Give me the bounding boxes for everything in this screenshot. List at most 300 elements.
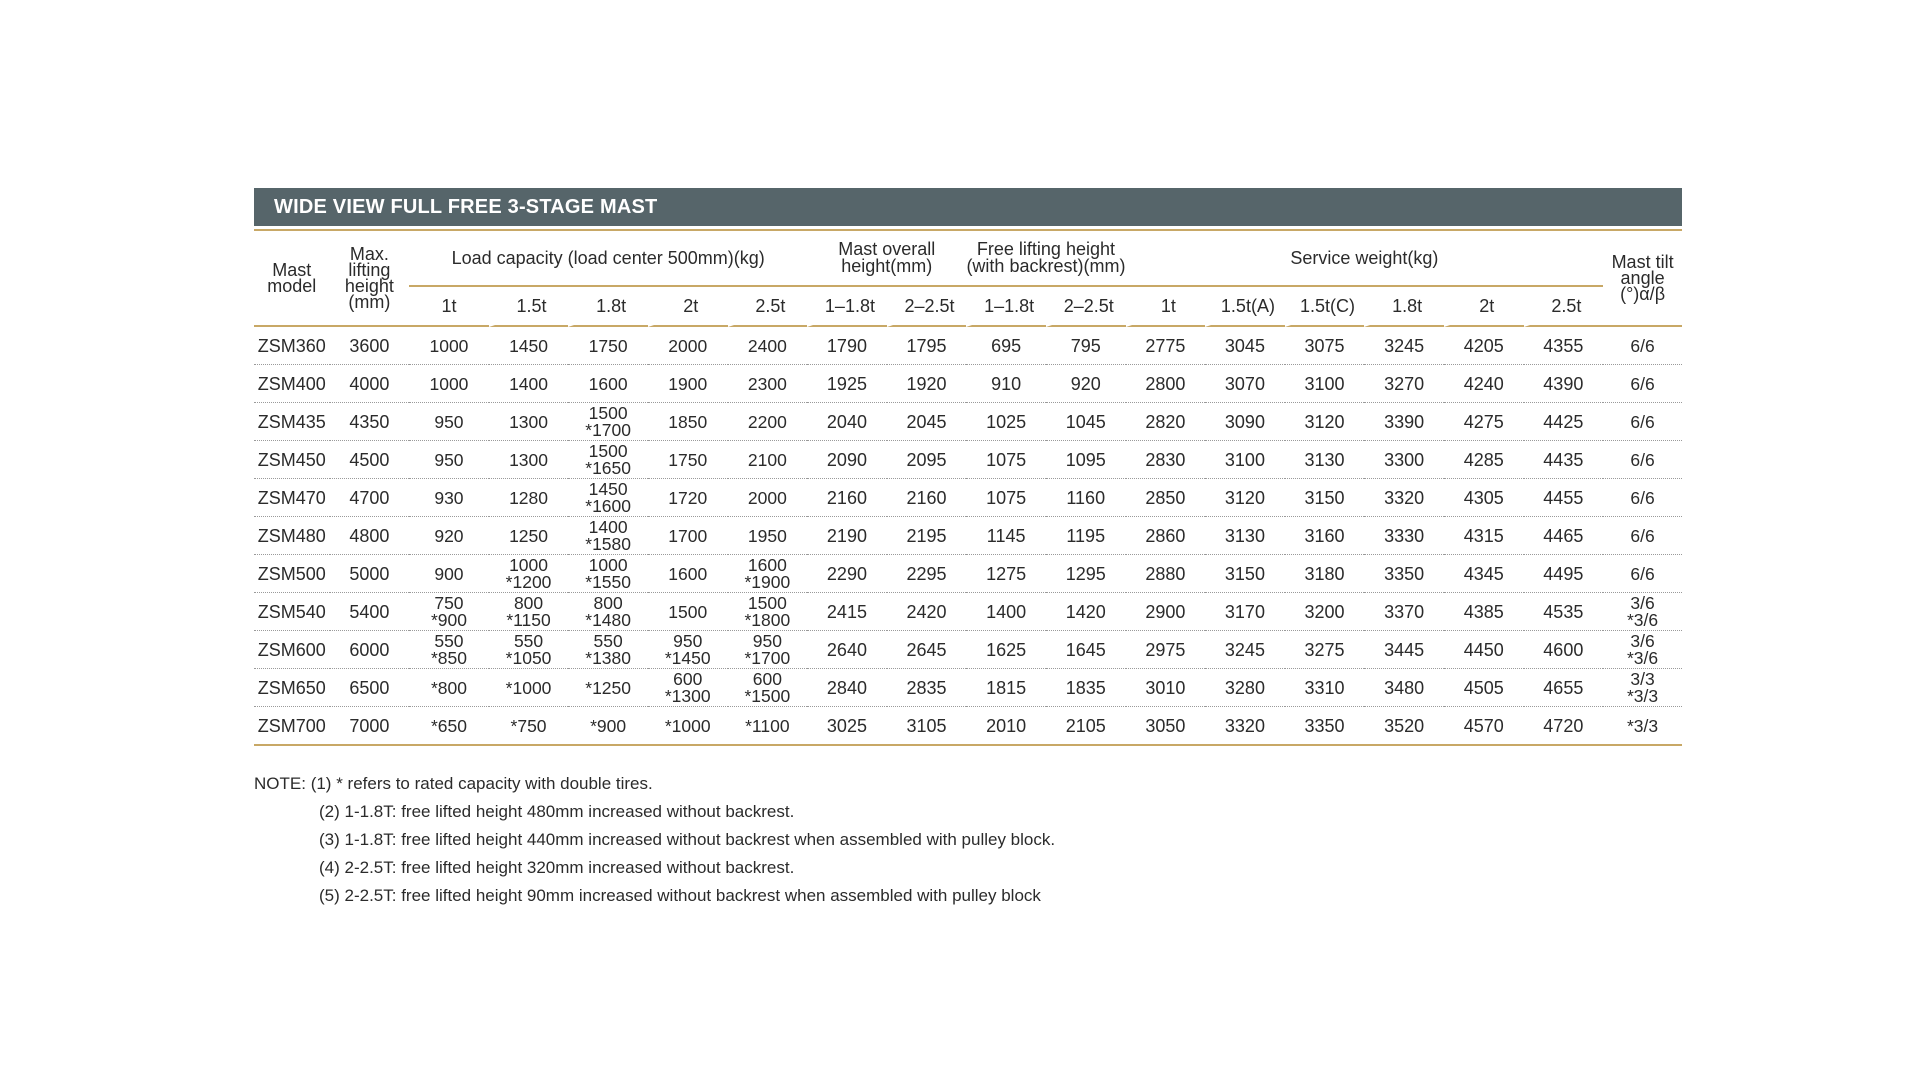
subheader-overall-2-2-5t: 2–2.5t: [887, 287, 967, 327]
header-mast-model: Mast model: [254, 229, 330, 327]
table-cell: [409, 403, 489, 441]
table-cell: 3070: [1205, 365, 1285, 403]
table-cell: 3300: [1364, 441, 1444, 479]
table-cell: [1603, 403, 1682, 441]
cell-values: [668, 449, 708, 470]
cell-value: *1550: [585, 571, 632, 592]
table-row: [254, 593, 1682, 631]
cell-value: *1250: [585, 677, 632, 698]
cell-value: *900: [430, 609, 467, 630]
table-cell: 2295: [887, 555, 967, 593]
table-cell: [409, 707, 489, 746]
cell-value: 950: [673, 630, 703, 651]
table-cell: [1603, 441, 1682, 479]
cell-values: [744, 554, 791, 592]
cell-value: 800: [513, 592, 544, 613]
note-item: (2) 1-1.8T: free lifted height 480mm increased without backrest.: [319, 802, 795, 821]
table-cell: [1603, 707, 1682, 746]
table-cell: 4345: [1444, 555, 1524, 593]
table-cell: [489, 555, 569, 593]
cell-values: [430, 630, 467, 668]
subheader-load-2-5t: 2.5t: [728, 287, 808, 327]
table-cell: 3170: [1205, 593, 1285, 631]
table-cell: 2160: [807, 479, 887, 517]
table-cell: 910: [966, 365, 1046, 403]
cell-value: 1600: [747, 554, 787, 575]
table-cell: 3245: [1364, 327, 1444, 365]
table-cell: 3445: [1364, 631, 1444, 669]
table-cell: 3480: [1364, 669, 1444, 707]
table-row: [254, 441, 1682, 479]
table-cell: 3200: [1285, 593, 1365, 631]
table-cell: 3130: [1285, 441, 1365, 479]
cell-values: [668, 487, 708, 508]
cell-values: [1630, 411, 1655, 432]
cell-values: [509, 525, 549, 546]
table-cell: 3120: [1205, 479, 1285, 517]
model-cell: ZSM435: [254, 403, 330, 441]
table-cell: 1195: [1046, 517, 1126, 555]
table-cell: 2800: [1126, 365, 1206, 403]
table-cell: 2090: [807, 441, 887, 479]
cell-value: 1850: [668, 411, 708, 432]
cell-values: [505, 630, 552, 668]
table-cell: 3075: [1285, 327, 1365, 365]
table-cell: 3150: [1285, 479, 1365, 517]
table-cell: [1603, 517, 1682, 555]
table-cell: 4435: [1524, 441, 1604, 479]
table-cell: 4385: [1444, 593, 1524, 631]
cell-value: *1480: [585, 609, 632, 630]
table-cell: 1625: [966, 631, 1046, 669]
cell-values: [668, 601, 708, 622]
cell-values: [1630, 487, 1655, 508]
note-item: (1) * refers to rated capacity with double tires.: [310, 774, 653, 793]
cell-value: 930: [434, 487, 464, 508]
note-item: (4) 2-2.5T: free lifted height 320mm increased without backrest.: [319, 858, 795, 877]
cell-values: [585, 592, 632, 630]
cell-value: 2300: [747, 373, 787, 394]
table-cell: 3320: [1205, 707, 1285, 746]
cell-value: 6/6: [1630, 487, 1655, 508]
table-row: [254, 631, 1682, 669]
table-cell: [1603, 365, 1682, 403]
cell-value: 550: [513, 630, 544, 651]
table-cell: [568, 327, 648, 365]
cell-value: 1600: [588, 373, 628, 394]
table-cell: 2820: [1126, 403, 1206, 441]
table-cell: [568, 555, 648, 593]
table-cell: [409, 593, 489, 631]
table-cell: 3310: [1285, 669, 1365, 707]
model-cell: ZSM470: [254, 479, 330, 517]
table-cell: [648, 479, 728, 517]
subheader-load-1-5t: 1.5t: [489, 287, 569, 327]
table-cell: 3180: [1285, 555, 1365, 593]
header-mast-tilt-angle: Mast tilt angle (°)α/β: [1603, 229, 1682, 327]
table-title: WIDE VIEW FULL FREE 3-STAGE MAST: [254, 188, 1682, 226]
cell-value: *750: [510, 715, 547, 736]
table-cell: 4350: [330, 403, 410, 441]
cell-values: [1630, 525, 1655, 546]
cell-values: [747, 335, 787, 356]
table-cell: [728, 403, 808, 441]
subheader-overall-1-1-8t: 1–1.8t: [807, 287, 887, 327]
cell-values: [509, 449, 549, 470]
table-cell: 3520: [1364, 707, 1444, 746]
table-cell: 2010: [966, 707, 1046, 746]
table-cell: [1603, 479, 1682, 517]
table-cell: 4505: [1444, 669, 1524, 707]
subheader-load-1t: 1t: [409, 287, 489, 327]
table-cell: 3150: [1205, 555, 1285, 593]
cell-values: [745, 715, 790, 736]
subheader-weight-1t: 1t: [1126, 287, 1206, 327]
table-cell: [648, 327, 728, 365]
cell-value: 3/6: [1630, 630, 1655, 651]
table-cell: 2880: [1126, 555, 1206, 593]
cell-value: 750: [434, 592, 464, 613]
note-item: (5) 2-2.5T: free lifted height 90mm increased without backrest when assembled with pulley block: [319, 886, 1041, 905]
table-cell: 4390: [1524, 365, 1604, 403]
table-cell: 4425: [1524, 403, 1604, 441]
cell-values: [585, 630, 632, 668]
cell-values: [747, 449, 787, 470]
cell-values: [747, 411, 787, 432]
table-cell: 1790: [807, 327, 887, 365]
table-cell: 2860: [1126, 517, 1206, 555]
table-cell: [568, 593, 648, 631]
cell-values: [585, 478, 632, 516]
cell-value: 1400: [588, 516, 628, 537]
table-cell: 3275: [1285, 631, 1365, 669]
cell-values: [509, 373, 549, 394]
table-cell: [1603, 593, 1682, 631]
cell-value: 2400: [747, 335, 787, 356]
table-cell: [1603, 555, 1682, 593]
table-cell: [728, 479, 808, 517]
table-cell: 4285: [1444, 441, 1524, 479]
cell-values: [509, 335, 549, 356]
table-cell: [1603, 631, 1682, 669]
table-cell: 3100: [1285, 365, 1365, 403]
cell-value: *1380: [585, 647, 632, 668]
table-row: [254, 669, 1682, 707]
mast-spec-table: [254, 229, 1682, 746]
table-cell: 1920: [887, 365, 967, 403]
table-cell: [648, 365, 728, 403]
table-cell: [568, 707, 648, 746]
table-cell: [648, 593, 728, 631]
cell-value: 550: [434, 630, 464, 651]
cell-value: 600: [673, 668, 703, 689]
cell-values: [668, 335, 708, 356]
cell-value: *1700: [585, 419, 632, 440]
table-cell: 4500: [330, 441, 410, 479]
subheader-load-2t: 2t: [648, 287, 728, 327]
table-cell: 4305: [1444, 479, 1524, 517]
cell-values: [1627, 668, 1659, 706]
cell-value: 1500: [668, 601, 708, 622]
table-cell: [489, 593, 569, 631]
table-cell: 4800: [330, 517, 410, 555]
model-cell: ZSM700: [254, 707, 330, 746]
cell-value: *3/6: [1627, 647, 1659, 668]
subheader-weight-2t: 2t: [1444, 287, 1524, 327]
cell-values: [1627, 630, 1659, 668]
cell-value: 550: [593, 630, 623, 651]
cell-value: 3/6: [1630, 592, 1655, 613]
table-cell: [409, 365, 489, 403]
cell-values: [747, 373, 787, 394]
table-cell: 3245: [1205, 631, 1285, 669]
cell-value: *1900: [744, 571, 791, 592]
cell-values: [1630, 373, 1655, 394]
cell-value: 1720: [668, 487, 708, 508]
table-cell: [568, 479, 648, 517]
table-cell: [728, 327, 808, 365]
cell-values: [588, 373, 628, 394]
notes-section: [254, 770, 1055, 910]
table-cell: 3320: [1364, 479, 1444, 517]
cell-values: [509, 487, 549, 508]
header-load-capacity: Load capacity (load center 500mm)(kg): [409, 229, 807, 287]
table-cell: [489, 441, 569, 479]
cell-values: [429, 335, 469, 356]
table-cell: [568, 403, 648, 441]
cell-values: [747, 487, 787, 508]
table-cell: 4455: [1524, 479, 1604, 517]
cell-value: *1500: [744, 685, 791, 706]
note-line: [254, 770, 1055, 798]
table-cell: 4570: [1444, 707, 1524, 746]
table-cell: [728, 631, 808, 669]
table-cell: 3600: [330, 327, 410, 365]
table-cell: 1925: [807, 365, 887, 403]
table-cell: [409, 517, 489, 555]
table-cell: 1400: [966, 593, 1046, 631]
cell-values: [510, 715, 547, 736]
table-cell: [728, 555, 808, 593]
cell-value: 1900: [668, 373, 708, 394]
cell-value: *3/6: [1627, 609, 1659, 630]
table-cell: 3120: [1285, 403, 1365, 441]
cell-values: [585, 402, 632, 440]
cell-values: [664, 668, 711, 706]
table-cell: [728, 365, 808, 403]
cell-values: [434, 563, 464, 584]
cell-values: [430, 592, 467, 630]
table-cell: 2160: [887, 479, 967, 517]
table-cell: 4600: [1524, 631, 1604, 669]
table-cell: [728, 669, 808, 707]
table-cell: 5400: [330, 593, 410, 631]
table-cell: 1095: [1046, 441, 1126, 479]
table-cell: [409, 555, 489, 593]
cell-value: *1600: [585, 495, 632, 516]
cell-values: [668, 563, 708, 584]
table-cell: 4315: [1444, 517, 1524, 555]
table-cell: [648, 441, 728, 479]
cell-value: 1750: [588, 335, 628, 356]
cell-values: [744, 630, 791, 668]
table-cell: 2830: [1126, 441, 1206, 479]
table-cell: 920: [1046, 365, 1126, 403]
cell-values: [668, 373, 708, 394]
table-cell: 3100: [1205, 441, 1285, 479]
cell-values: [434, 411, 464, 432]
cell-value: 950: [752, 630, 782, 651]
table-cell: [489, 479, 569, 517]
cell-value: 900: [434, 563, 464, 584]
cell-value: 1250: [509, 525, 549, 546]
table-cell: 4205: [1444, 327, 1524, 365]
cell-values: [668, 525, 708, 546]
table-cell: [1603, 327, 1682, 365]
table-cell: 2775: [1126, 327, 1206, 365]
table-cell: 1295: [1046, 555, 1126, 593]
table-cell: 795: [1046, 327, 1126, 365]
subheader-weight-2-5t: 2.5t: [1524, 287, 1604, 327]
table-cell: 2045: [887, 403, 967, 441]
cell-values: [664, 630, 711, 668]
table-cell: 2975: [1126, 631, 1206, 669]
table-cell: [489, 327, 569, 365]
cell-value: 1300: [509, 411, 549, 432]
cell-value: *1100: [745, 715, 790, 736]
cell-value: *900: [590, 715, 627, 736]
table-cell: 3330: [1364, 517, 1444, 555]
table-row: [254, 479, 1682, 517]
cell-value: *1000: [664, 715, 711, 736]
table-cell: 695: [966, 327, 1046, 365]
table-cell: 6500: [330, 669, 410, 707]
cell-value: *650: [430, 715, 467, 736]
table-cell: 3350: [1285, 707, 1365, 746]
cell-values: [430, 677, 467, 698]
cell-values: [585, 516, 632, 554]
cell-value: 1500: [747, 592, 787, 613]
cell-value: *1700: [744, 647, 791, 668]
cell-value: 6/6: [1630, 335, 1655, 356]
cell-value: 6/6: [1630, 373, 1655, 394]
table-cell: 3010: [1126, 669, 1206, 707]
table-cell: 4495: [1524, 555, 1604, 593]
cell-value: 2200: [747, 411, 787, 432]
cell-values: [585, 554, 632, 592]
table-cell: 3130: [1205, 517, 1285, 555]
cell-value: 6/6: [1630, 411, 1655, 432]
cell-value: *3/3: [1627, 685, 1659, 706]
notes-prefix: NOTE:: [254, 774, 306, 793]
cell-value: 2000: [668, 335, 708, 356]
cell-value: 1400: [509, 373, 549, 394]
table-cell: 2105: [1046, 707, 1126, 746]
table-cell: 2645: [887, 631, 967, 669]
table-cell: 2835: [887, 669, 967, 707]
table-row: [254, 403, 1682, 441]
table-cell: [568, 517, 648, 555]
header-group-row: [254, 229, 1682, 287]
table-cell: [409, 327, 489, 365]
cell-value: *1300: [664, 685, 711, 706]
table-cell: 4355: [1524, 327, 1604, 365]
cell-value: 1000: [588, 554, 628, 575]
table-cell: 4275: [1444, 403, 1524, 441]
cell-values: [434, 525, 464, 546]
table-cell: 3090: [1205, 403, 1285, 441]
table-cell: 4720: [1524, 707, 1604, 746]
cell-value: 6/6: [1630, 449, 1655, 470]
table-cell: [489, 517, 569, 555]
table-cell: [568, 669, 648, 707]
table-cell: 3105: [887, 707, 967, 746]
cell-values: [590, 715, 627, 736]
table-cell: 1075: [966, 441, 1046, 479]
header-service-weight: Service weight(kg): [1126, 229, 1604, 287]
table-cell: [489, 707, 569, 746]
table-cell: [1603, 669, 1682, 707]
table-cell: [728, 707, 808, 746]
table-cell: 1075: [966, 479, 1046, 517]
cell-values: [744, 668, 791, 706]
table-cell: 2900: [1126, 593, 1206, 631]
cell-value: 1700: [668, 525, 708, 546]
subheader-weight-1-5t-c: 1.5t(C): [1285, 287, 1365, 327]
cell-value: 950: [434, 411, 464, 432]
model-cell: ZSM450: [254, 441, 330, 479]
cell-values: [434, 487, 464, 508]
table-cell: [489, 365, 569, 403]
table-cell: [489, 403, 569, 441]
cell-value: 1300: [509, 449, 549, 470]
table-cell: 1145: [966, 517, 1046, 555]
table-cell: 7000: [330, 707, 410, 746]
cell-values: [505, 554, 552, 592]
table-cell: [409, 441, 489, 479]
cell-values: [585, 440, 632, 478]
model-cell: ZSM360: [254, 327, 330, 365]
cell-value: 1000: [429, 373, 469, 394]
table-cell: 1815: [966, 669, 1046, 707]
table-cell: 4700: [330, 479, 410, 517]
table-cell: 3370: [1364, 593, 1444, 631]
table-cell: [568, 441, 648, 479]
cell-value: 1600: [668, 563, 708, 584]
table-cell: [409, 669, 489, 707]
cell-value: *1800: [744, 609, 791, 630]
table-cell: 1795: [887, 327, 967, 365]
cell-values: [747, 525, 787, 546]
cell-value: 1000: [429, 335, 469, 356]
table-cell: 4465: [1524, 517, 1604, 555]
note-item: (3) 1-1.8T: free lifted height 440mm increased without backrest when assembled with pulley block.: [319, 830, 1056, 849]
table-cell: 3050: [1126, 707, 1206, 746]
table-cell: 2850: [1126, 479, 1206, 517]
table-cell: 2040: [807, 403, 887, 441]
header-sub-row: [254, 287, 1682, 327]
table-cell: [409, 631, 489, 669]
cell-value: *1000: [505, 677, 552, 698]
subheader-weight-1-8t: 1.8t: [1364, 287, 1444, 327]
cell-values: [1627, 715, 1659, 736]
cell-value: 1500: [588, 402, 628, 423]
table-cell: [648, 517, 728, 555]
table-cell: [728, 593, 808, 631]
table-cell: 1025: [966, 403, 1046, 441]
model-cell: ZSM400: [254, 365, 330, 403]
table-cell: 3280: [1205, 669, 1285, 707]
